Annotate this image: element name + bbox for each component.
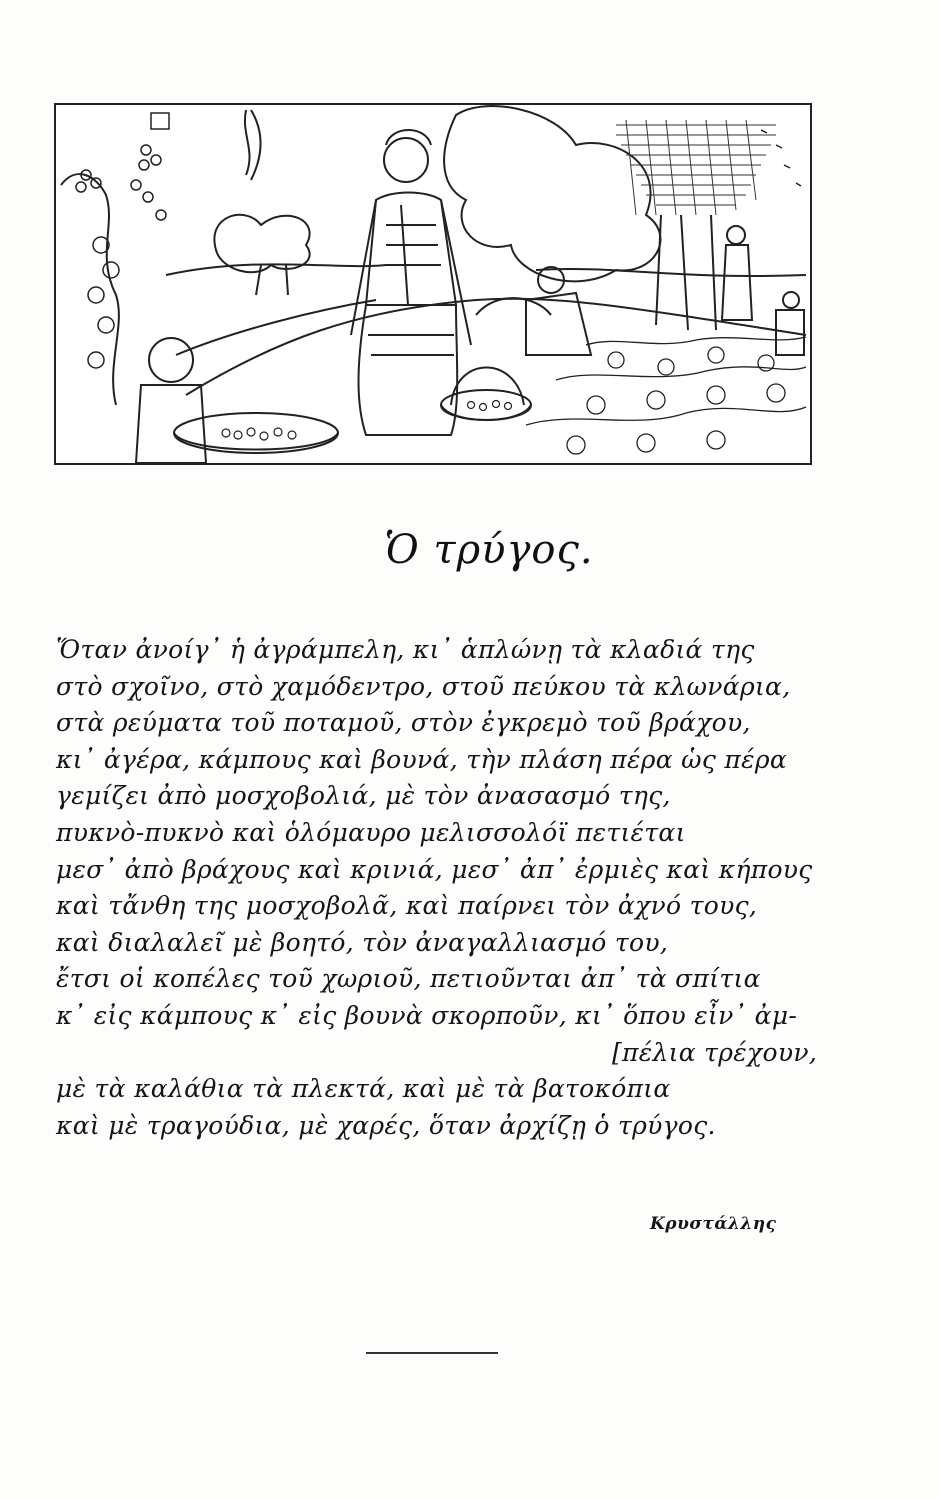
poem-line: μὲ τὰ καλάθια τὰ πλεκτά, καὶ μὲ τὰ βατοκόπια <box>56 1074 671 1104</box>
poem-line: στὰ ρεύματα τοῦ ποταμοῦ, στὸν ἐγκρεμὸ τοῦ βράχου, <box>56 708 751 738</box>
poem-line: Ὅταν ἀνοίγ᾽ ἡ ἀγράμπελη, κι᾽ ἁπλώνῃ τὰ κλαδιά της <box>56 635 755 664</box>
poem-line: πυκνὸ-πυκνὸ καὶ ὁλόμαυρο μελισσολόϊ πετιέται <box>56 817 686 847</box>
poem-line: στὸ σχοῖνο, στὸ χαμόδεντρο, στοῦ πεύκου τὰ κλωνάρια, <box>56 671 791 701</box>
section-divider <box>366 1352 498 1354</box>
poem-line: μεσ᾽ ἀπὸ βράχους καὶ κρινιά, μεσ᾽ ἀπ᾽ ἐρμιὲς καὶ κήπους <box>56 854 813 884</box>
poem-line: καὶ διαλαλεῖ μὲ βοητό, τὸν ἀναγαλλιασμό του, <box>56 927 669 957</box>
author-signature: Κρυστάλλης <box>650 1214 777 1234</box>
poem-body <box>56 632 836 1144</box>
poem-line: κ᾽ εἰς κάμπους κ᾽ εἰς βουνὰ σκορποῦν, κι᾽ ὅπου εἶν᾽ ἀμ- <box>56 1000 798 1030</box>
poem-line: κι᾽ ἀγέρα, κάμπους καὶ βουνά, τὴν πλάση πέρα ὡς πέρα <box>56 744 788 774</box>
poem-line: ἔτσι οἱ κοπέλες τοῦ χωριοῦ, πετιοῦνται ἀπ᾽ τὰ σπίτια <box>56 964 761 994</box>
poem-line: καὶ μὲ τραγούδια, μὲ χαρές, ὅταν ἀρχίζῃ ὁ τρύγος. <box>56 1110 716 1140</box>
grape-harvest-illustration <box>54 103 812 465</box>
poem-line: καὶ τἄνθη της μοσχοβολᾶ, καὶ παίρνει τὸν ἀχνό τους, <box>56 891 758 921</box>
page-title: Ὁ τρύγος. <box>384 527 594 573</box>
poem-line: γεμίζει ἀπὸ μοσχοβολιά, μὲ τὸν ἀνασασμό της, <box>56 781 671 811</box>
poem-line-continuation: [πέλια τρέχουν, <box>612 1037 818 1067</box>
